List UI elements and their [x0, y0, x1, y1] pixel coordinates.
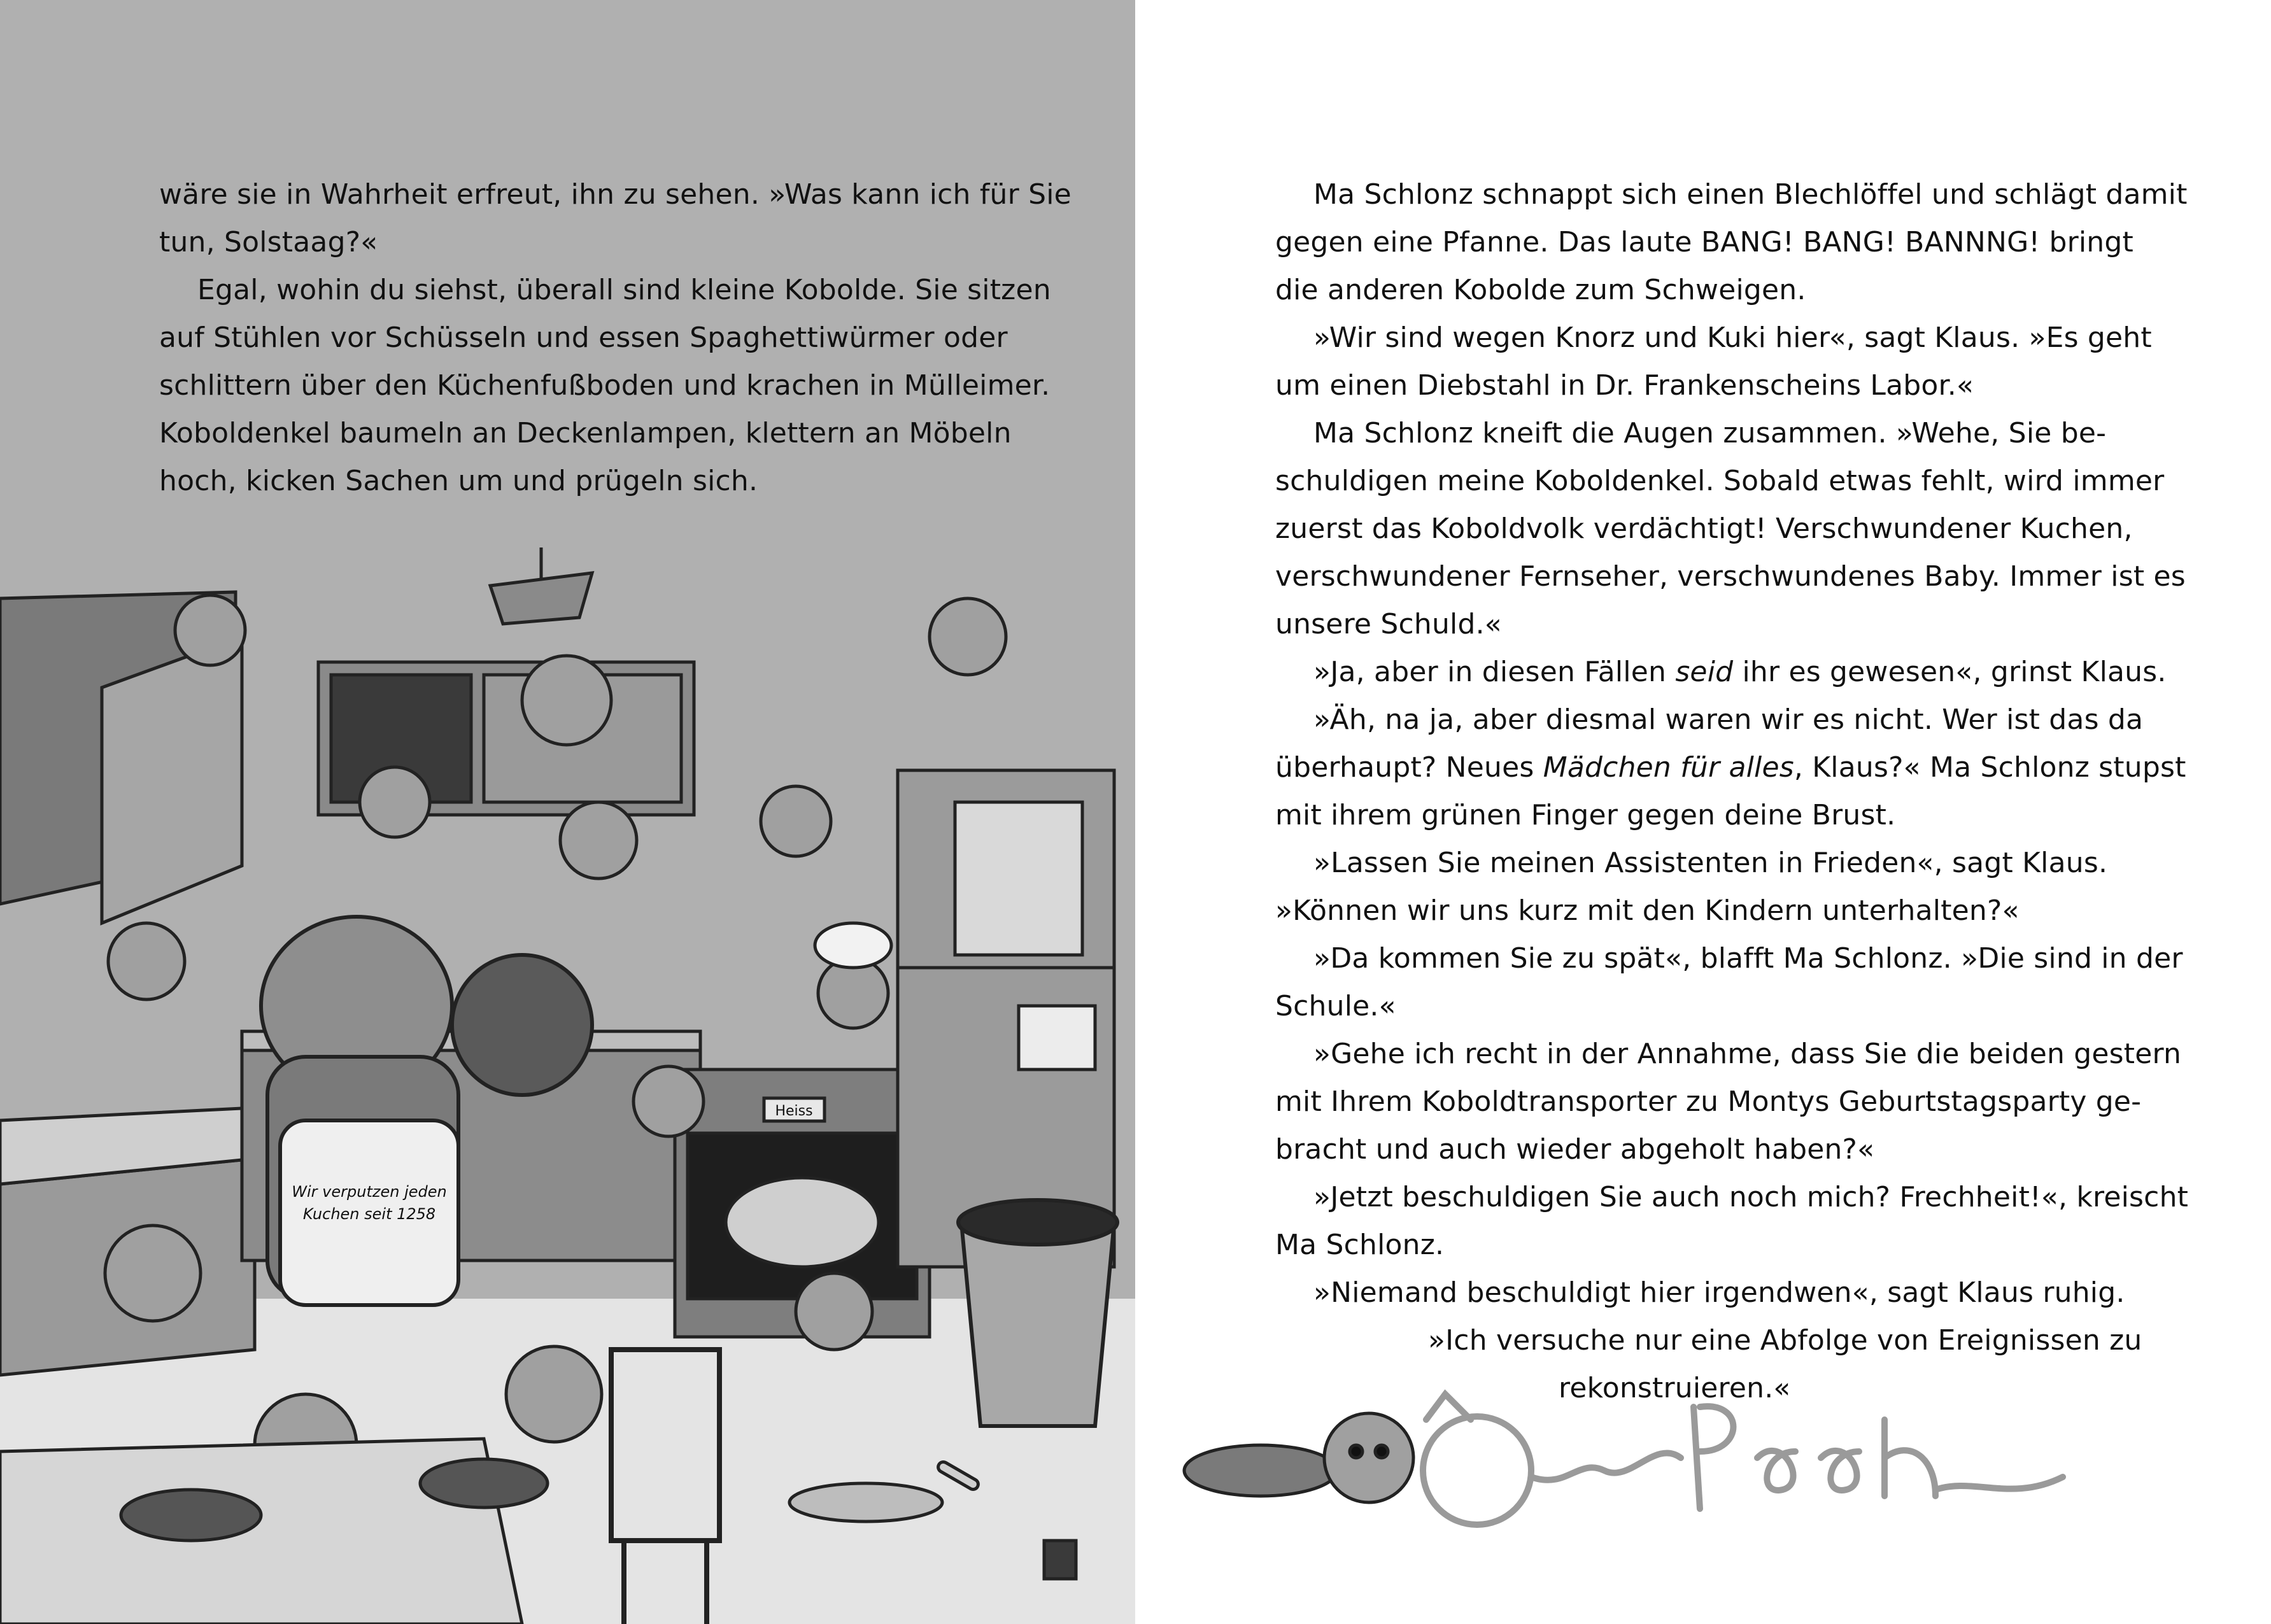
chef-hat: [815, 923, 891, 968]
goblin-head: [796, 1273, 872, 1350]
text-line: gegen eine Pfanne. Das laute BANG! BANG! BANNNG! bringt: [1275, 226, 2133, 258]
text-line: rekonstruieren.«: [1559, 1372, 1791, 1404]
trash-can: [958, 1200, 1117, 1426]
text-line: »Können wir uns kurz mit den Kindern unterhalten?«: [1275, 894, 2020, 927]
text-line: Ma Schlonz kneift die Augen zusammen. »Wehe, Sie be-: [1313, 417, 2107, 449]
right-page-text: [1275, 171, 2189, 1412]
text-line: Schule.«: [1275, 990, 1396, 1022]
text-span: überhaupt? Neues: [1275, 751, 1543, 784]
apron-text-line: Wir verputzen jeden: [292, 1183, 447, 1201]
text-line: verschwundener Fernseher, verschwundenes Baby. Immer ist es: [1275, 560, 2186, 593]
chalk-doodle: [1423, 1394, 2063, 1525]
text-line: bracht und auch wieder abgeholt haben?«: [1275, 1133, 1875, 1166]
text-line: Ma Schlonz schnappt sich einen Blechlöffel und schlägt damit: [1313, 178, 2188, 211]
text-line: »Lassen Sie meinen Assistenten in Frieden«, sagt Klaus.: [1313, 847, 2108, 879]
text-line: auf Stühlen vor Schüsseln und essen Spaghettiwürmer oder: [159, 321, 1008, 354]
text-line: Egal, wohin du siehst, überall sind kleine Kobolde. Sie sitzen: [197, 274, 1051, 306]
text-line: schuldigen meine Koboldenkel. Sobald etwas fehlt, wird immer: [1275, 465, 2165, 497]
text-span: »Ja, aber in diesen Fällen: [1313, 656, 1676, 688]
goblin-head: [108, 923, 185, 999]
text-line: mit ihrem grünen Finger gegen deine Brust.: [1275, 799, 1896, 831]
goblin-head: [105, 1225, 201, 1321]
goblin-head: [360, 767, 430, 837]
text-line: die anderen Kobolde zum Schweigen.: [1275, 274, 1806, 306]
text-line: wäre sie in Wahrheit erfreut, ihn zu sehen. »Was kann ich für Sie: [159, 178, 1072, 211]
stove-label: Heiss: [775, 1103, 813, 1119]
text-line: »Gehe ich recht in der Annahme, dass Sie die beiden gestern: [1313, 1038, 2182, 1070]
text-line: [1275, 744, 2186, 791]
lying-goblin: [1184, 1413, 1413, 1502]
text-span: , Klaus?« Ma Schlonz stupst: [1793, 751, 2186, 784]
text-line: tun, Solstaag?«: [159, 226, 378, 258]
emphasis-text: seid: [1675, 656, 1734, 688]
goblin-head: [522, 656, 611, 745]
checkered-table: [0, 1439, 548, 1624]
text-line: »Wir sind wegen Knorz und Kuki hier«, sagt Klaus. »Es geht: [1313, 321, 2152, 354]
text-line: um einen Diebstahl in Dr. Frankenscheins Labor.«: [1275, 369, 1974, 402]
left-page-text: [159, 171, 1072, 505]
left-page: [0, 0, 1135, 1624]
text-line: unsere Schuld.«: [1275, 608, 1502, 640]
text-line: zuerst das Koboldvolk verdächtigt! Verschwundener Kuchen,: [1275, 512, 2133, 545]
text-line: schlittern über den Küchenfußboden und krachen in Mülleimer.: [159, 369, 1051, 402]
kitchen-illustration: [0, 547, 1135, 1624]
goblin-head: [930, 598, 1006, 675]
text-span: ihr es gewesen«, grinst Klaus.: [1733, 656, 2167, 688]
fridge: [898, 770, 1114, 1267]
emphasis-text: Mädchen für alles: [1543, 751, 1794, 784]
goblin-head: [560, 802, 637, 879]
text-line: [1275, 648, 2167, 696]
goblin-head: [633, 1066, 704, 1136]
goblin-doodle-illustration: [1171, 1381, 2114, 1541]
text-line: mit Ihrem Koboldtransporter zu Montys Geburtstagsparty ge-: [1275, 1085, 2142, 1118]
text-line: »Niemand beschuldigt hier irgendwen«, sagt Klaus ruhig.: [1313, 1276, 2125, 1309]
goblin-head: [175, 595, 245, 665]
text-line: Koboldenkel baumeln an Deckenlampen, klettern an Möbeln: [159, 417, 1012, 449]
goblin-head: [761, 786, 831, 856]
text-line: »Da kommen Sie zu spät«, blafft Ma Schlonz. »Die sind in der: [1313, 942, 2183, 975]
apron-text-line: Kuchen seit 1258: [302, 1205, 436, 1223]
text-line: »Ich versuche nur eine Abfolge von Ereignissen zu: [1428, 1324, 2142, 1357]
text-line: Ma Schlonz.: [1275, 1229, 1445, 1261]
text-line: »Äh, na ja, aber diesmal waren wir es nicht. Wer ist das da: [1313, 703, 2144, 736]
goblin-head: [506, 1346, 602, 1442]
text-line: hoch, kicken Sachen um und prügeln sich.: [159, 465, 758, 497]
text-line: »Jetzt beschuldigen Sie auch noch mich? Frechheit!«, kreischt: [1313, 1181, 2189, 1213]
